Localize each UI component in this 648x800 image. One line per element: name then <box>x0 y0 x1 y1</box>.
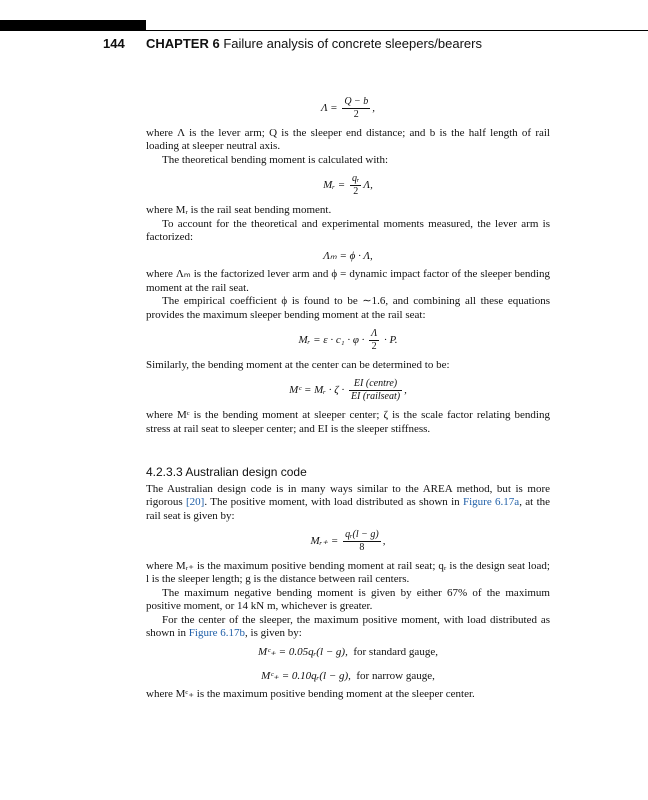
section-heading: 4.2.3.3 Australian design code <box>146 465 307 480</box>
paragraph: The theoretical bending moment is calculated with: <box>162 153 389 166</box>
paragraph: The maximum negative bending moment is given by either 67% of the maximum positive moment, or 14 kN m, whichever is greater. <box>146 586 550 613</box>
page-number: 144 <box>103 36 125 51</box>
paragraph: To account for the theoretical and experimental moments measured, the lever arm is factorized: <box>146 217 550 244</box>
paragraph: where Mᶜ is the bending moment at sleeper center; ζ is the scale factor relating bending stress at rail seat to sleeper center; and EI is the sleeper stiffness. <box>146 409 550 435</box>
chapter-label: CHAPTER 6 <box>146 36 220 51</box>
header-bar <box>0 20 146 31</box>
equation-center-moment: Mᶜ = Mᵣ · ζ · $\frac{\text{EI (centre)}}{\text{EI (railseat)}}$ , <box>289 378 407 403</box>
running-header <box>0 36 648 56</box>
header-rule <box>146 30 648 31</box>
paragraph: The empirical coefficient ϕ is found to be ∼1.6, and combining all these equations provides the maximum sleeper bending moment at the rail seat: <box>146 295 550 321</box>
paragraph: where Mᵣ is the rail seat bending moment. <box>146 204 332 217</box>
reference-link[interactable]: [20] <box>186 496 205 509</box>
paragraph: where Mᶜ₊ is the maximum positive bending moment at the sleeper center. <box>146 688 475 701</box>
page-body <box>146 90 550 702</box>
equation-lever-arm: Λ = $\frac{Q - b}{2}$ , <box>320 96 376 120</box>
paragraph: where Λ is the lever arm; Q is the sleeper end distance; and b is the half length of rail loading at sleeper neutral axis. <box>146 127 550 153</box>
equation-standard-gauge: Mᶜ₊ = 0.05qᵣ(l − g), for standard gauge, <box>258 646 438 659</box>
equation-factorized-lever-arm: Λₘ = ϕ · Λ, <box>323 250 373 263</box>
figure-link[interactable]: Figure 6.17b <box>188 626 246 639</box>
paragraph: The Australian design code is in many ways similar to the AREA method, but is more rigorous [20]. The positive moment, with load distributed as shown in Figure 6.17a, at the rail seat is given by: <box>146 482 551 522</box>
paragraph: where Λₘ is the factorized lever arm and ϕ = dynamic impact factor of the sleeper bending moment at the rail seat. <box>146 268 550 294</box>
equation-theoretical-moment: Mᵣ = $\frac{\text{qᵣ}}{2}$ Λ, <box>323 173 373 198</box>
paragraph: Similarly, the bending moment at the center can be determined to be: <box>146 359 450 372</box>
equation-narrow-gauge: Mᶜ₊ = 0.10qᵣ(l − g), for narrow gauge, <box>261 670 435 683</box>
chapter-title: Failure analysis of concrete sleepers/bearers <box>223 36 482 51</box>
equation-rail-seat-moment: Mᵣ = ε · c₁ · φ · $\frac{\Lambda}{2}$ · P. <box>298 328 398 353</box>
paragraph: where Mᵣ₊ is the maximum positive bending moment at rail seat; qᵣ is the design seat load; l is the sleeper length; g is the distance between rail centers. <box>146 559 550 586</box>
equation-positive-moment: Mᵣ₊ = $\frac{\text{qᵣ(l − g)}}{8}$ , <box>310 528 386 553</box>
chapter-heading <box>146 36 482 51</box>
figure-link[interactable]: Figure 6.17a <box>463 496 520 509</box>
paragraph: For the center of the sleeper, the maximum positive moment, with load distributed as shown in Figure 6.17b, is given by: <box>146 613 550 639</box>
